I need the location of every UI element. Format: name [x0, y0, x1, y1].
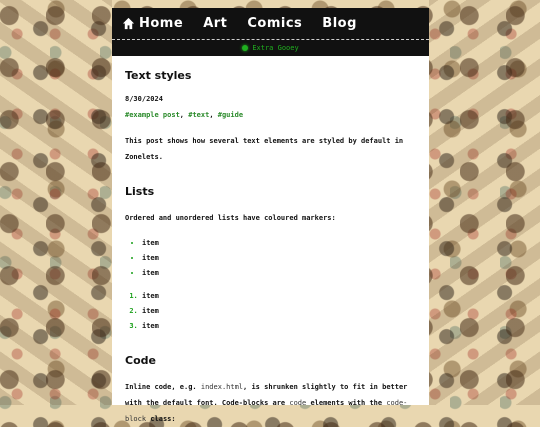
post-date: 8/30/2024 — [125, 95, 163, 103]
list-item: • item — [142, 236, 416, 251]
tag-link[interactable]: #example post — [125, 111, 180, 119]
nav-blog-link[interactable]: Blog — [322, 16, 357, 31]
post-content — [112, 69, 429, 427]
list-item: • item — [142, 266, 416, 281]
code-paragraph: Inline code, e.g. index.html, is shrunken slightly to fit in better with the default font. Code-blocks are code elements with the code-block class: — [125, 383, 408, 423]
inline-code: index.html — [200, 383, 244, 391]
tag-link[interactable]: #text — [188, 111, 210, 119]
list-item: 2. item — [142, 304, 416, 319]
ordered-list — [125, 289, 416, 334]
nav-art-link[interactable]: Art — [203, 16, 228, 31]
home-icon — [122, 17, 135, 30]
status-label: Extra Gooey — [252, 44, 299, 52]
background-pattern — [429, 0, 540, 405]
page-container — [112, 8, 429, 423]
status-dot-icon — [242, 45, 248, 51]
code-heading: Code — [125, 354, 156, 367]
list-item: 3. item — [142, 319, 416, 334]
nav-home-link[interactable] — [122, 16, 183, 31]
inline-code: code — [289, 399, 307, 407]
intro-paragraph: This post shows how several text elements are styled by default in Zonelets. — [125, 137, 404, 161]
unordered-list — [125, 236, 416, 281]
background-pattern — [0, 0, 112, 405]
tag-link[interactable]: #guide — [217, 111, 244, 119]
nav-home-label: Home — [139, 16, 184, 31]
list-item: 1. item — [142, 289, 416, 304]
list-item: • item — [142, 251, 416, 266]
nav-comics-link[interactable]: Comics — [247, 16, 303, 31]
lists-heading: Lists — [125, 185, 155, 198]
post-title: Text styles — [125, 69, 192, 82]
inline-code: code-block — [125, 399, 408, 423]
top-navigation — [112, 8, 429, 39]
status-bar — [112, 39, 429, 56]
lists-intro: Ordered and unordered lists have coloured markers: — [125, 214, 336, 222]
post-tags: #example post, #text, #guide — [125, 111, 244, 119]
